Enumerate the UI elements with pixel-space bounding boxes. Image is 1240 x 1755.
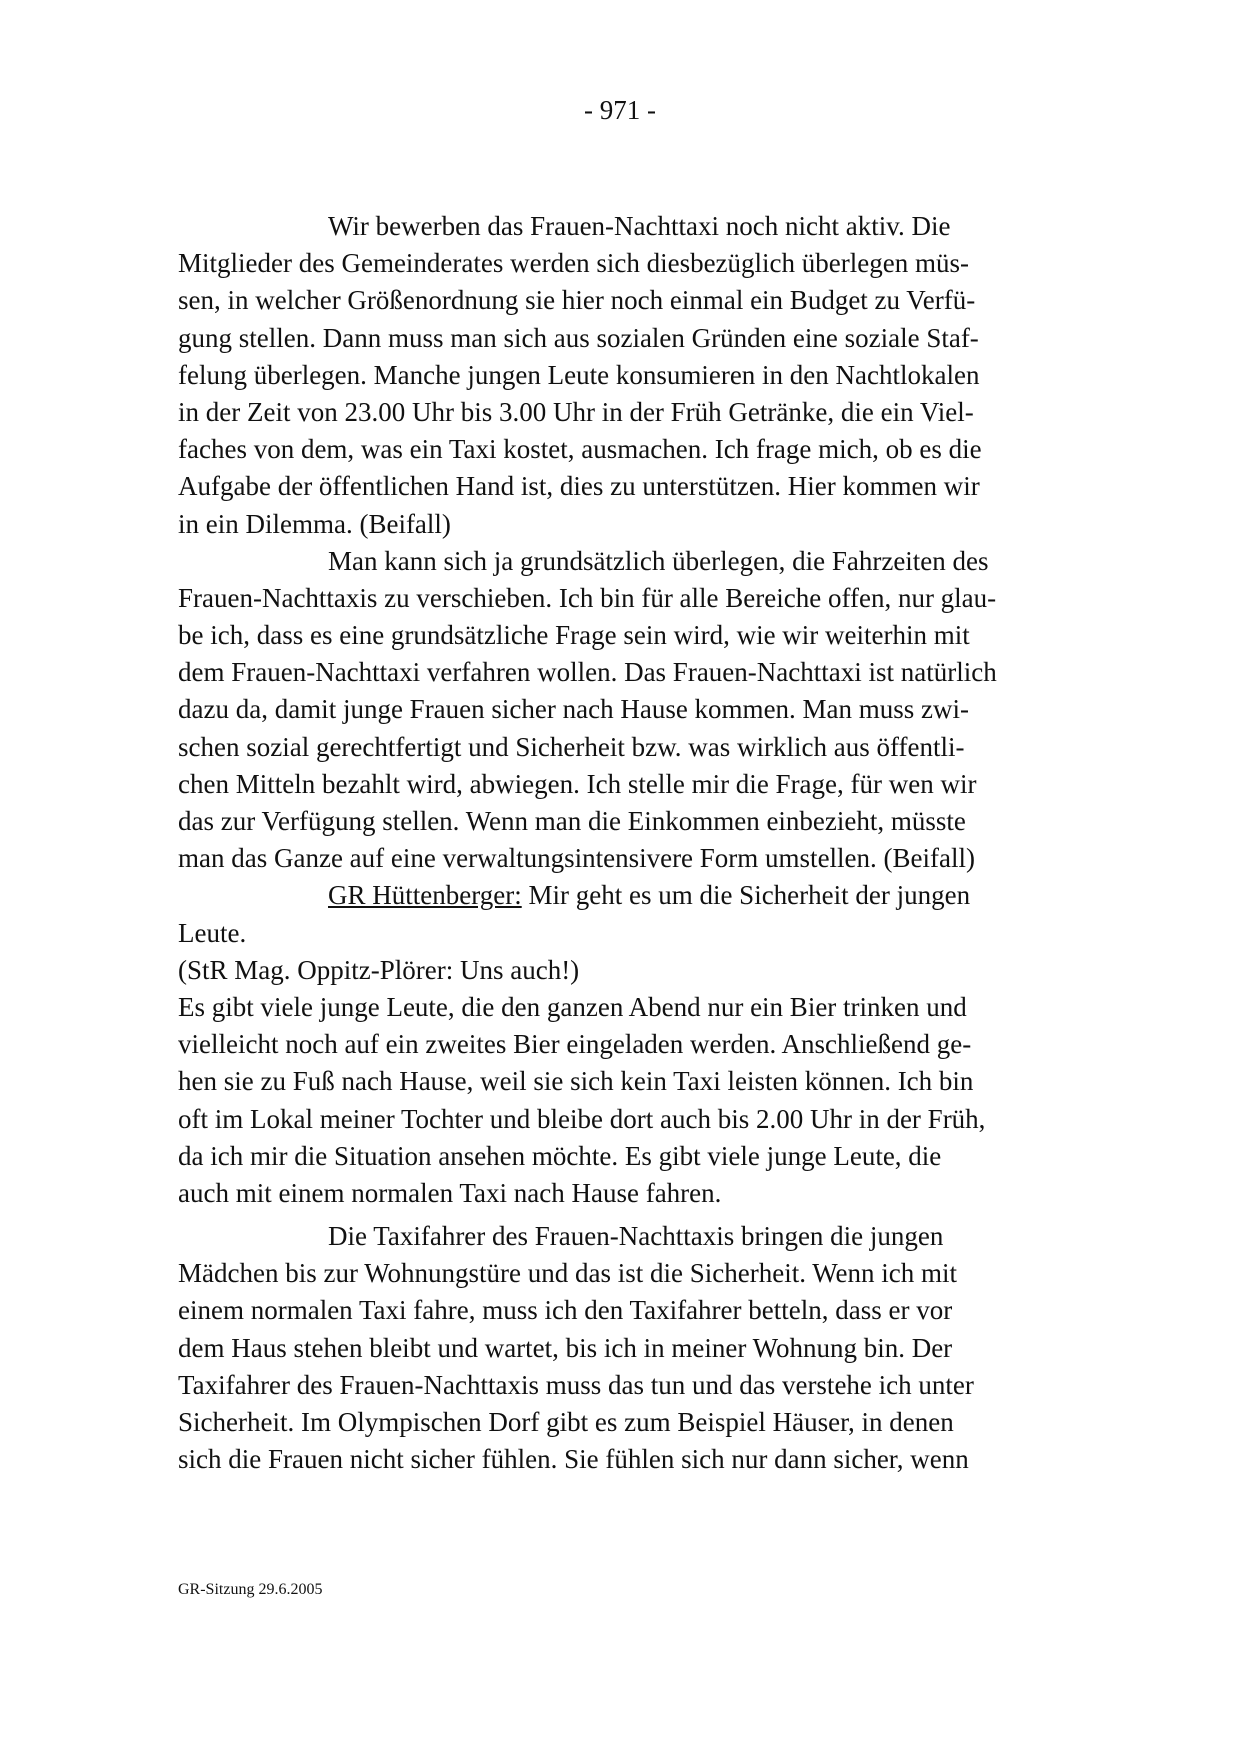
text-line: Mädchen bis zur Wohnungstüre und das ist die Sicherheit. Wenn ich mit: [178, 1258, 958, 1289]
text-line: man das Ganze auf eine verwaltungsintensivere Form umstellen. (Beifall): [178, 843, 975, 874]
document-body: [178, 208, 1078, 1478]
text-line: dem Haus stehen bleibt und wartet, bis ich in meiner Wohnung bin. Der: [178, 1332, 953, 1363]
text-line: einem normalen Taxi fahre, muss ich den Taxifahrer betteln, dass er vor: [178, 1295, 953, 1326]
text-line: chen Mitteln bezahlt wird, abwiegen. Ich stelle mir die Frage, für wen wir: [178, 768, 977, 799]
text-line: Taxifahrer des Frauen-Nachttaxis muss das tun und das verstehe ich unter: [178, 1369, 974, 1400]
text-line: Wir bewerben das Frauen-Nachttaxi noch nicht aktiv. Die: [328, 211, 951, 241]
text-line: in der Zeit von 23.00 Uhr bis 3.00 Uhr in der Früh Getränke, die ein Viel-: [178, 396, 974, 427]
interjection-line: (StR Mag. Oppitz-Plörer: Uns auch!): [178, 954, 580, 985]
text-line: Sicherheit. Im Olympischen Dorf gibt es zum Beispiel Häuser, in denen: [178, 1407, 954, 1437]
text-line: faches von dem, was ein Taxi kostet, ausmachen. Ich frage mich, ob es die: [178, 434, 982, 465]
text-line: in ein Dilemma. (Beifall): [178, 508, 451, 539]
text-line: oft im Lokal meiner Tochter und bleibe dort auch bis 2.00 Uhr in der Früh,: [178, 1103, 986, 1134]
text-line: sen, in welcher Größenordnung sie hier noch einmal ein Budget zu Verfü-: [178, 285, 976, 316]
text-line: Mitglieder des Gemeinderates werden sich diesbezüglich überlegen müs-: [178, 248, 969, 279]
page-number: - 971 -: [584, 95, 656, 125]
text-line: gung stellen. Dann muss man sich aus sozialen Gründen eine soziale Staf-: [178, 322, 979, 353]
text-line: vielleicht noch auf ein zweites Bier eingeladen werden. Anschließend ge-: [178, 1029, 972, 1060]
text-line: da ich mir die Situation ansehen möchte. Es gibt viele junge Leute, die: [178, 1140, 942, 1171]
text-line: hen sie zu Fuß nach Hause, weil sie sich kein Taxi leisten können. Ich bin: [178, 1066, 974, 1097]
text-line: dazu da, damit junge Frauen sicher nach Hause kommen. Man muss zwi-: [178, 694, 970, 725]
text-line: Man kann sich ja grundsätzlich überlegen, die Fahrzeiten des: [328, 545, 989, 576]
speaker-line: [178, 877, 1078, 914]
speaker-name: GR Hüttenberger:: [328, 880, 522, 911]
text-line: Die Taxifahrer des Frauen-Nachttaxis bringen die jungen: [328, 1221, 944, 1252]
text-line: felung überlegen. Manche jungen Leute konsumieren in den Nachtlokalen: [178, 359, 980, 390]
text-line: Es gibt viele junge Leute, die den ganzen Abend nur ein Bier trinken und: [178, 991, 967, 1022]
text-line: Leute.: [178, 917, 247, 948]
text-line: be ich, dass es eine grundsätzliche Frage sein wird, wie wir weiterhin mit: [178, 620, 970, 651]
speaker-line-text: Mir geht es um die Sicherheit der jungen: [521, 880, 971, 911]
footer-session-date: GR-Sitzung 29.6.2005: [178, 1581, 323, 1598]
text-line: das zur Verfügung stellen. Wenn man die Einkommen einbezieht, müsste: [178, 806, 966, 836]
text-line: schen sozial gerechtfertigt und Sicherheit bzw. was wirklich aus öffentli-: [178, 731, 965, 762]
text-line: Aufgabe der öffentlichen Hand ist, dies zu unterstützen. Hier kommen wir: [178, 471, 980, 502]
text-line: auch mit einem normalen Taxi nach Hause fahren.: [178, 1177, 722, 1208]
text-line: Frauen-Nachttaxis zu verschieben. Ich bin für alle Bereiche offen, nur glau-: [178, 582, 997, 613]
text-line: sich die Frauen nicht sicher fühlen. Sie fühlen sich nur dann sicher, wenn: [178, 1444, 969, 1475]
text-line: dem Frauen-Nachttaxi verfahren wollen. Das Frauen-Nachttaxi ist natürlich: [178, 657, 997, 688]
